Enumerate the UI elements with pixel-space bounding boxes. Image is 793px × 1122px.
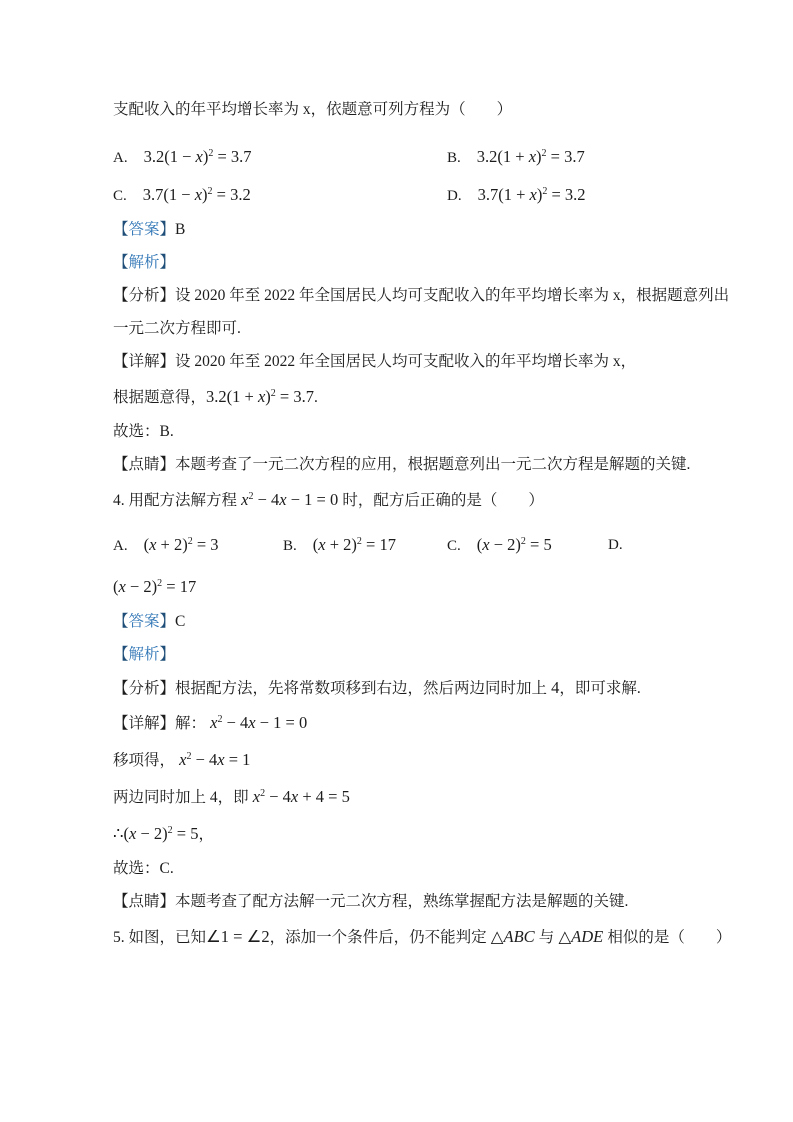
option-letter: C.: [447, 538, 461, 554]
math-segment: 3.7(1 − x): [142, 185, 208, 204]
q4-option-b: [283, 526, 396, 565]
text-run: 【点睛】本题考查了一元二次方程的应用，根据题意列出一元二次方程是解题的关键.: [113, 456, 691, 473]
math-segment: ∴(x − 2): [113, 824, 168, 843]
document-content: [113, 93, 732, 955]
math-segment: − 4x − 1 = 0: [222, 713, 308, 732]
math-segment: − 4x − 1 = 0: [253, 490, 343, 509]
q3-option-c: [113, 177, 251, 214]
q4-detail-line-2: [113, 741, 683, 778]
label-bracket: 【: [113, 613, 129, 630]
text-run: 移项得，: [113, 752, 176, 769]
q4-comment-line: [113, 885, 683, 918]
superscript: 2: [187, 535, 193, 547]
math-segment: ∠1 = ∠2: [206, 927, 270, 946]
math-segment: = 5: [172, 824, 199, 843]
text-run: .: [313, 389, 318, 406]
math-segment: = 3.2: [212, 185, 251, 204]
q3-analysis-line-2: [113, 312, 683, 345]
q3-stem-continuation: [113, 93, 683, 126]
option-letter: A.: [113, 150, 128, 166]
text-run: ，: [198, 826, 214, 843]
label-bracket: 】: [159, 613, 176, 630]
math-segment: x: [241, 490, 249, 509]
superscript: 2: [217, 713, 223, 725]
text-run: 4. 用配方法解方程: [113, 492, 238, 509]
math-segment: 3.7(1 + x): [477, 185, 543, 204]
superscript: 2: [356, 535, 362, 547]
text-run: 相似的是（ ）: [607, 929, 732, 946]
math-segment: 4: [547, 678, 560, 697]
label-bracket: 】: [159, 254, 176, 271]
text-run: x: [609, 287, 621, 304]
option-letter: B.: [283, 538, 297, 554]
q3-option-b: [447, 139, 585, 176]
text-run: ，依题意可列方程为（ ）: [310, 101, 513, 118]
q4-conclusion-line: [113, 852, 683, 885]
text-run: ，根据题意列出: [620, 287, 730, 304]
superscript: 2: [186, 750, 192, 762]
option-letter: A.: [113, 538, 128, 554]
superscript: 2: [270, 387, 276, 399]
text-run: ，: [620, 353, 637, 370]
superscript: 2: [208, 147, 214, 159]
q3-conclusion-line: [113, 415, 683, 448]
text-run: 两边同时加上 4，即: [113, 789, 249, 806]
math-segment: = 17: [162, 577, 197, 596]
math-segment: (x + 2): [143, 535, 188, 554]
superscript: 2: [248, 490, 254, 502]
math-segment: (x − 2): [113, 577, 158, 596]
text-run: 5. 如图，已知: [113, 929, 207, 946]
q4-detail-line-3: [113, 778, 683, 815]
text-run: 时，配方后正确的是（ ）: [342, 492, 544, 509]
math-segment: (x − 2): [476, 535, 521, 554]
text-run: 一元二次方程即可.: [113, 320, 241, 337]
q3-analysis-header-line: [113, 246, 683, 279]
option-letter: D.: [447, 188, 462, 204]
q4-answer-line: [113, 605, 683, 638]
superscript: 2: [541, 147, 547, 159]
text-run: B: [175, 221, 186, 238]
label-text: 答案: [128, 613, 160, 630]
option-letter: C.: [113, 188, 127, 204]
text-run: 【详解】解：: [113, 715, 207, 732]
math-segment: = 5: [525, 535, 552, 554]
text-run: ，添加一个条件后，仍不能判定: [269, 929, 487, 946]
math-segment: = 17: [361, 535, 396, 554]
text-run: 【详解】设 2020 年至 2022 年全国居民人均可支配收入的年平均增长率为: [113, 353, 610, 370]
math-segment: △ADE: [554, 927, 604, 946]
q5-stem: [113, 918, 732, 955]
superscript: 2: [207, 185, 213, 197]
superscript: 2: [260, 787, 266, 799]
math-segment: x: [210, 713, 218, 732]
math-segment: − 4x = 1: [191, 750, 251, 769]
q4-options-row: [113, 526, 683, 564]
q3-comment-line: [113, 448, 691, 481]
math-segment: x: [252, 787, 261, 806]
q4-option-d-formula: [113, 568, 683, 605]
q4-option-c: [447, 526, 552, 565]
q3-options-row-2: [113, 177, 683, 213]
text-run: 【分析】根据配方法，先将常数项移到右边，然后两边同时加上: [113, 680, 548, 697]
q4-stem: [113, 481, 683, 518]
math-segment: 3.2(1 + x): [476, 147, 542, 166]
label-text: 解析: [128, 646, 160, 663]
math-segment: (x + 2): [312, 535, 357, 554]
math-segment: − 4x + 4 = 5: [265, 787, 350, 806]
text-run: x: [609, 353, 621, 370]
q3-detail-line-2: [113, 378, 683, 415]
q3-detail-line-1: [113, 345, 683, 378]
option-letter: D.: [608, 537, 623, 553]
text-run: 与: [538, 929, 555, 946]
q4-option-a: [113, 526, 219, 565]
text-run: ，即可求解.: [559, 680, 641, 697]
math-segment: = 3: [192, 535, 219, 554]
text-run: 故选：C.: [113, 860, 174, 877]
math-segment: = 3.2: [547, 185, 586, 204]
q4-detail-line-4: [113, 815, 683, 852]
q4-analysis-header-line: [113, 638, 683, 671]
label-bracket: 】: [159, 221, 176, 238]
superscript: 2: [520, 535, 526, 547]
math-segment: 3.2(1 − x): [143, 147, 209, 166]
text-run: C: [175, 613, 186, 630]
q4-option-d: [608, 526, 639, 564]
label-bracket: 【: [113, 221, 129, 238]
math-segment: x: [179, 750, 187, 769]
label-bracket: 【: [113, 646, 129, 663]
q3-option-d: [447, 177, 586, 214]
superscript: 2: [167, 824, 173, 836]
q3-answer-line: [113, 213, 683, 246]
text-run: 支配收入的年平均增长率为: [113, 101, 300, 118]
label-text: 解析: [128, 254, 160, 271]
superscript: 2: [157, 577, 163, 589]
text-run: 根据题意得，: [113, 389, 207, 406]
label-text: 答案: [128, 221, 160, 238]
label-bracket: 】: [159, 646, 176, 663]
math-segment: △ABC: [486, 927, 535, 946]
math-segment: = 3.7: [546, 147, 585, 166]
label-bracket: 【: [113, 254, 129, 271]
text-run: 故选：B.: [113, 423, 174, 440]
q4-analysis-line: [113, 671, 683, 704]
text-run: 【点睛】本题考查了配方法解一元二次方程，熟练掌握配方法是解题的关键.: [113, 893, 629, 910]
math-segment: 3.2(1 + x): [206, 387, 271, 406]
q3-analysis-line-1: [113, 279, 730, 312]
math-segment: = 3.7: [213, 147, 252, 166]
q3-options-row-1: [113, 139, 683, 175]
superscript: 2: [542, 185, 548, 197]
q3-option-a: [113, 139, 252, 176]
math-segment: = 3.7: [275, 387, 314, 406]
q4-detail-line-1: [113, 704, 683, 741]
text-run: x: [299, 101, 311, 118]
option-letter: B.: [447, 150, 461, 166]
text-run: 【分析】设 2020 年至 2022 年全国居民人均可支配收入的年平均增长率为: [113, 287, 610, 304]
